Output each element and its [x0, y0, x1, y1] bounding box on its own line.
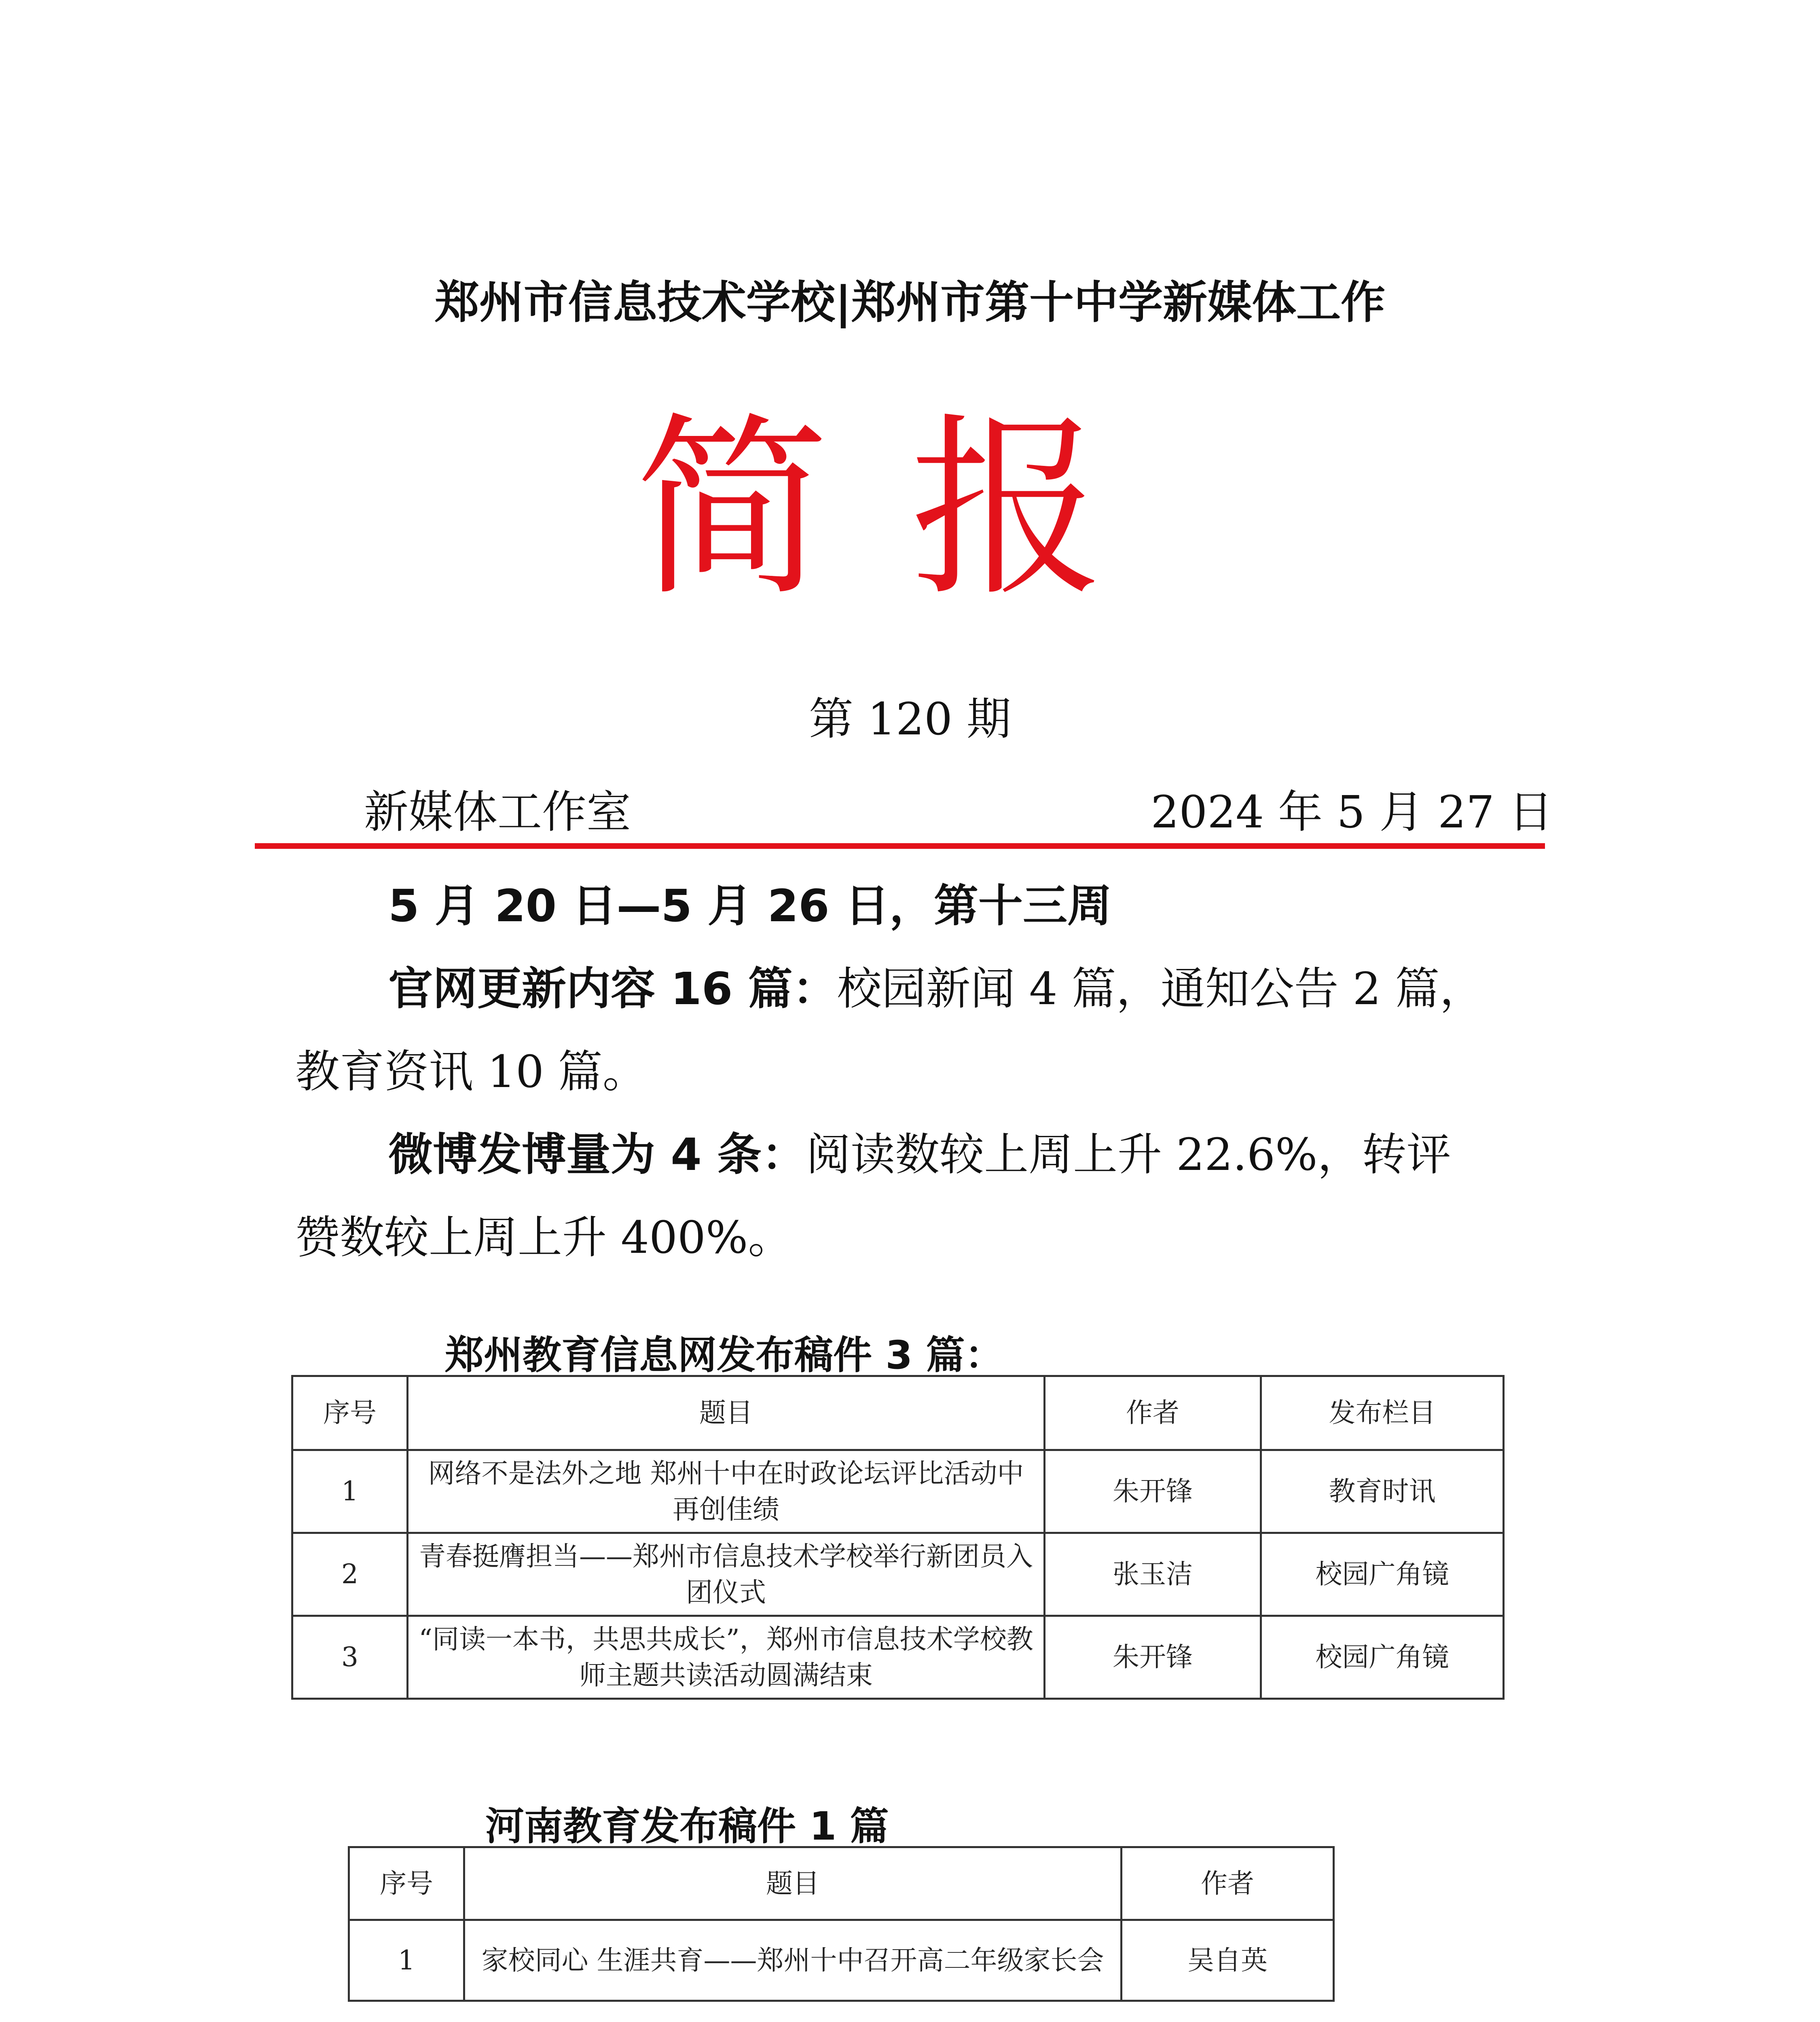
- table-cell: 吴自英: [1122, 1920, 1334, 2001]
- table-header-row: [349, 1847, 1334, 1920]
- report-date: 2024 年 5 月 27 日: [1151, 786, 1553, 838]
- table-cell: 青春挺膺担当——郑州市信息技术学校举行新团员入团仪式: [408, 1533, 1045, 1616]
- table-cell: 家校同心 生涯共育——郑州十中召开高二年级家长会: [464, 1920, 1122, 2001]
- website-label: 官网更新内容 16 篇：: [388, 963, 837, 1015]
- table-header-row: [292, 1376, 1504, 1450]
- table-cell: 1: [349, 1920, 464, 2001]
- weibo-text-1: 阅读数较上周上升 22.6%，转评: [806, 1129, 1451, 1180]
- table-cell: 校园广角镜: [1261, 1533, 1504, 1616]
- table-cell: 朱开锋: [1045, 1616, 1261, 1699]
- col-header: 题目: [408, 1376, 1045, 1450]
- zz-edu-table: [291, 1375, 1505, 1700]
- col-header: 题目: [464, 1847, 1122, 1920]
- col-header: 发布栏目: [1261, 1376, 1504, 1450]
- table-cell: 3: [292, 1616, 408, 1699]
- issue-number: 第 120 期: [809, 693, 1011, 745]
- weibo-text-2: 赞数较上周上升 400%。: [295, 1212, 793, 1263]
- week-range: 5 月 20 日—5 月 26 日，第十三周: [388, 880, 1112, 932]
- website-text-2: 教育资讯 10 篇。: [295, 1046, 647, 1098]
- website-line-1: [388, 963, 1484, 1015]
- table-cell: 2: [292, 1533, 408, 1616]
- table-cell: 张玉洁: [1045, 1533, 1261, 1616]
- table-row: [292, 1450, 1504, 1533]
- henan-edu-heading: 河南教育发布稿件 1 篇: [485, 1804, 889, 1849]
- table-cell: 1: [292, 1450, 408, 1533]
- table-row: [349, 1920, 1334, 2001]
- website-text-1: 校园新闻 4 篇，通知公告 2 篇，: [837, 963, 1484, 1015]
- table-row: [292, 1533, 1504, 1616]
- table-cell: “同读一本书，共思共成长”，郑州市信息技术学校教师主题共读活动圆满结束: [408, 1616, 1045, 1699]
- col-header: 作者: [1045, 1376, 1261, 1450]
- weibo-line-1: [388, 1129, 1451, 1180]
- table-cell: 网络不是法外之地 郑州十中在时政论坛评比活动中再创佳绩: [408, 1450, 1045, 1533]
- table-cell: 教育时讯: [1261, 1450, 1504, 1533]
- zz-edu-heading: 郑州教育信息网发布稿件 3 篇：: [445, 1332, 1004, 1378]
- report-header-title: 郑州市信息技术学校|郑州市第十中学新媒体工作: [434, 277, 1386, 328]
- table-row: [292, 1616, 1504, 1699]
- office-name: 新媒体工作室: [364, 786, 631, 838]
- table-cell: 校园广角镜: [1261, 1616, 1504, 1699]
- weibo-label: 微博发博量为 4 条：: [388, 1129, 806, 1180]
- header-divider: [255, 843, 1545, 849]
- report-big-title: 简报: [635, 396, 1185, 622]
- table-cell: 朱开锋: [1045, 1450, 1261, 1533]
- col-header: 序号: [292, 1376, 408, 1450]
- col-header: 作者: [1122, 1847, 1334, 1920]
- col-header: 序号: [349, 1847, 464, 1920]
- henan-edu-table: [348, 1846, 1335, 2002]
